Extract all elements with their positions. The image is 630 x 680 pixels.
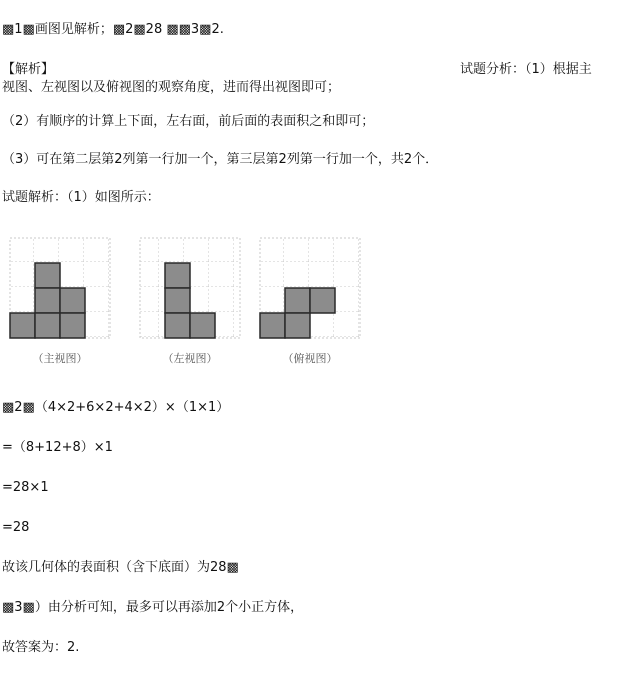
- front-square: [35, 288, 60, 313]
- calc-line-3: =28×1: [2, 480, 49, 495]
- calc-line-4: =28: [2, 520, 30, 535]
- analysis-part2: （2）有顺序的计算上下面，左右面，前后面的表面积之和即可；: [2, 114, 375, 129]
- top-square: [260, 313, 285, 338]
- conclusion-line: 故该几何体的表面积（含下底面）为28▩: [2, 560, 239, 575]
- jiexi-heading: 【解析】: [2, 62, 55, 77]
- front-square: [10, 313, 35, 338]
- calc-line-2: =（8+12+8）×1: [2, 440, 113, 455]
- top-square: [310, 288, 335, 313]
- front-view-caption: （主视图）: [32, 352, 88, 365]
- front-square: [60, 313, 85, 338]
- left-square: [165, 288, 190, 313]
- three-views-figure: [8, 236, 368, 372]
- top-square: [285, 313, 310, 338]
- top-view: [260, 238, 360, 365]
- left-view: [140, 238, 240, 365]
- left-square: [165, 313, 190, 338]
- part3-line: ▩3▩）由分析可知，最多可以再添加2个小正方体，: [2, 600, 304, 615]
- final-answer-line: 故答案为：2.: [2, 640, 80, 655]
- top-view-caption: （俯视图）: [282, 352, 338, 365]
- top-square: [285, 288, 310, 313]
- front-square: [35, 263, 60, 288]
- analysis-heading: 试题分析：（1）根据主: [460, 62, 592, 77]
- left-square: [165, 263, 190, 288]
- analysis-part3: （3）可在第二层第2列第一行加一个，第三层第2列第一行加一个，共2个．: [2, 152, 439, 167]
- calc-line-1: ▩2▩（4×2+6×2+4×2）×（1×1）: [2, 400, 230, 415]
- left-square: [190, 313, 215, 338]
- front-view: [10, 238, 110, 365]
- front-square: [60, 288, 85, 313]
- views-svg: [8, 236, 368, 372]
- analysis-part1: 视图、左视图以及俯视图的观察角度，进而得出视图即可；: [2, 80, 341, 95]
- solution-intro: 试题解析：（1）如图所示：: [2, 190, 160, 205]
- left-view-caption: （左视图）: [162, 352, 218, 365]
- answer-line: ▩1▩画图见解析；▩2▩28 ▩▩3▩2.: [2, 22, 224, 37]
- front-square: [35, 313, 60, 338]
